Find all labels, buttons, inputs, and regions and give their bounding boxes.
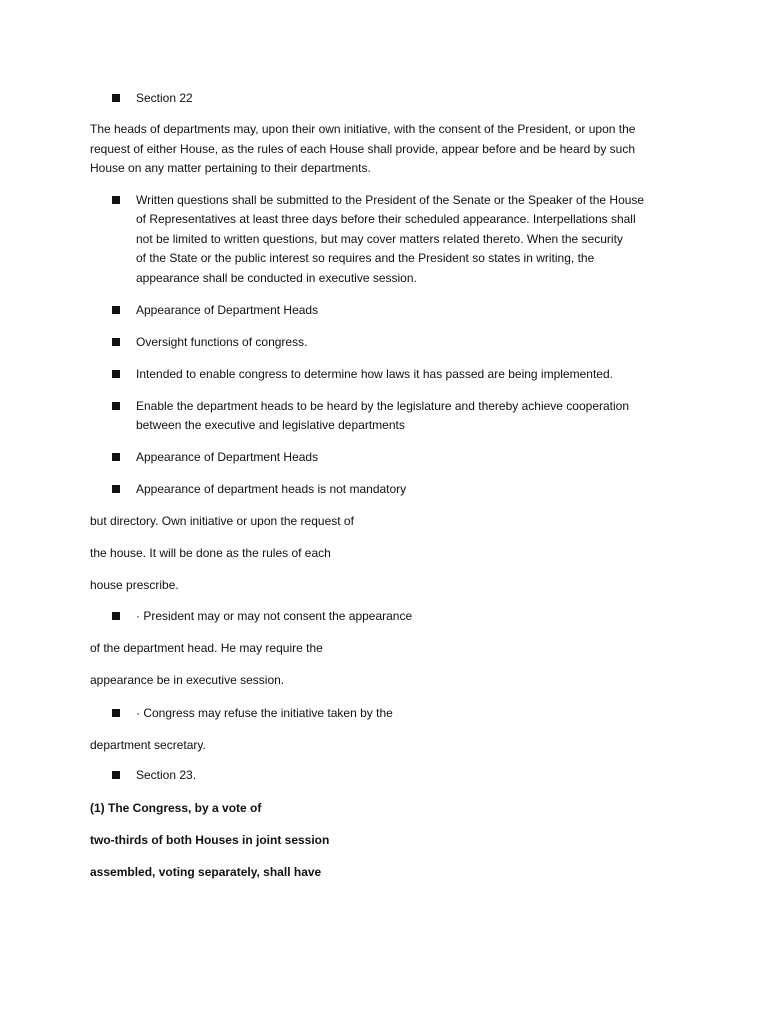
bullet-text-line: · President may or may not consent the appearance (136, 609, 413, 623)
paragraph-line: but directory. Own initiative or upon the request of (90, 514, 354, 528)
bullet-icon (112, 306, 120, 314)
paragraph-line: house prescribe. (90, 578, 179, 592)
bullet-icon (112, 370, 120, 378)
bullet-text-line: of the State or the public interest so requires and the President so states in writing, the (136, 251, 595, 265)
bullet-text-line: between the executive and legislative departments (136, 418, 405, 432)
bullet-text-line: Appearance of Department Heads (136, 450, 319, 464)
paragraph-line: House on any matter pertaining to their departments. (90, 161, 371, 175)
bullet-text-line: not be limited to written questions, but may cover matters related thereto. When the security (136, 232, 623, 246)
bullet-text-line: Intended to enable congress to determine how laws it has passed are being implemented. (136, 367, 613, 381)
bullet-icon (112, 612, 120, 620)
bold-paragraph-line: assembled, voting separately, shall have (90, 865, 322, 879)
bold-paragraph-line: two-thirds of both Houses in joint session (90, 833, 330, 847)
bullet-text-line: · Congress may refuse the initiative taken by the (136, 706, 393, 720)
bullet-icon (112, 196, 120, 204)
bold-paragraph-line: (1) The Congress, by a vote of (90, 801, 262, 815)
paragraph-line: department secretary. (90, 738, 206, 752)
bullet-icon (112, 485, 120, 493)
bullet-text-line: Oversight functions of congress. (136, 335, 308, 349)
bullet-text-line: Written questions shall be submitted to the President of the Senate or the Speaker of the House (136, 193, 645, 207)
paragraph-line: appearance be in executive session. (90, 673, 285, 687)
bullet-icon (112, 94, 120, 102)
bullet-text-line: of Representatives at least three days before their scheduled appearance. Interpellations shall (136, 212, 636, 226)
bullet-text-line: Appearance of Department Heads (136, 303, 319, 317)
bullet-text-line: appearance shall be conducted in executive session. (136, 271, 417, 285)
bullet-text-line: Enable the department heads to be heard by the legislature and thereby achieve cooperation (136, 399, 630, 413)
section-22-heading: Section 22 (136, 91, 193, 105)
bullet-icon (112, 709, 120, 717)
paragraph-line: request of either House, as the rules of each House shall provide, appear before and be heard by such (90, 142, 636, 156)
bullet-text-line: Appearance of department heads is not mandatory (136, 482, 407, 496)
bullet-icon (112, 771, 120, 779)
paragraph-line: the house. It will be done as the rules of each (90, 546, 331, 560)
bullet-icon (112, 402, 120, 410)
bullet-icon (112, 338, 120, 346)
paragraph-line: of the department head. He may require the (90, 641, 323, 655)
bullet-icon (112, 453, 120, 461)
paragraph-line: The heads of departments may, upon their own initiative, with the consent of the President, or upon the (90, 122, 636, 136)
section-23-heading: Section 23. (136, 768, 197, 782)
